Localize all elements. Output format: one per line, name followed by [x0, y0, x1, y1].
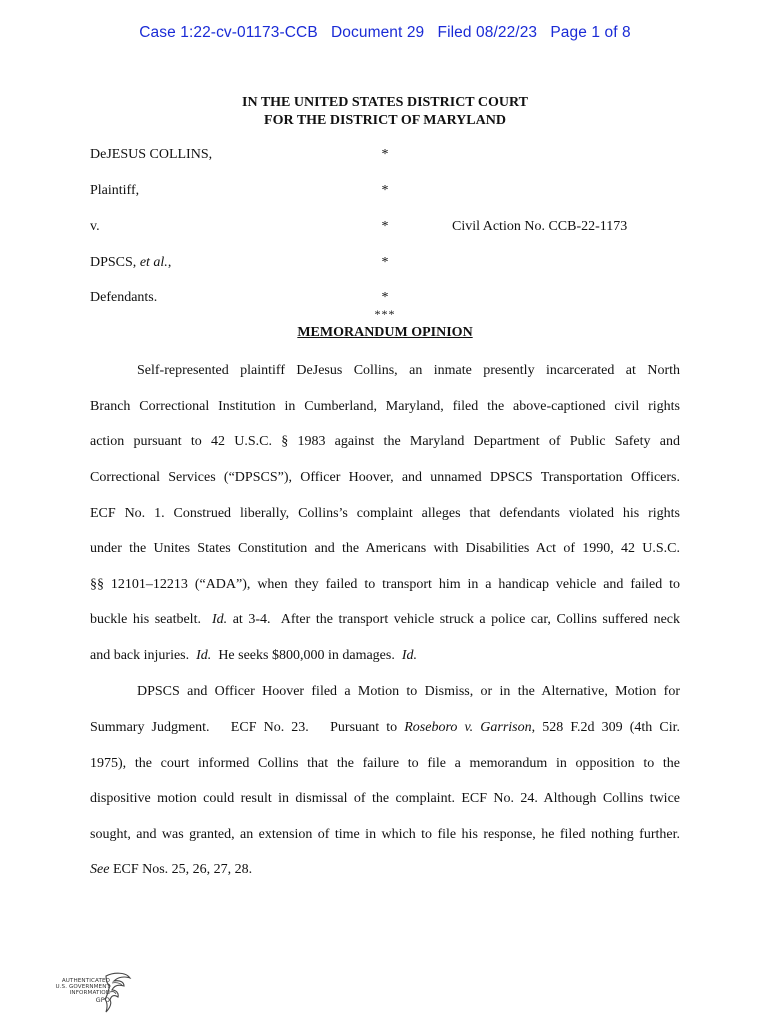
- caption-row-plaintiff-label: [90, 183, 690, 201]
- p1-line5: ECF No. 1. Construed liberally, Collins’s complaint alleges that defendants violated his rights: [90, 506, 680, 521]
- defendant-name-text: DPSCS,: [90, 255, 140, 270]
- defendant-name: [90, 255, 171, 271]
- caption-star: *: [381, 255, 389, 270]
- id-citation: Id.: [401, 648, 418, 663]
- case-header-stamp: Case 1:22-cv-01173-CCB Document 29 Filed 08/22/23 Page 1 of 8: [139, 24, 631, 41]
- court-title-line1: IN THE UNITED STATES DISTRICT COURT: [242, 95, 528, 110]
- see-signal-italic: See: [90, 862, 110, 877]
- defendants-label: Defendants.: [90, 290, 158, 305]
- p2-line1: DPSCS and Officer Hoover filed a Motion to Dismiss, or in the Alternative, Motion for: [137, 684, 680, 699]
- p1-line3: action pursuant to 42 U.S.C. § 1983 against the Maryland Department of Public Safety and: [90, 434, 680, 449]
- court-title: [0, 94, 770, 129]
- id-citation: Id.: [196, 648, 212, 663]
- p2-line6-post: ECF Nos. 25, 26, 27, 28.: [109, 862, 253, 877]
- gpo-authentication-seal: [40, 970, 140, 1018]
- eagle-icon: [102, 970, 134, 1016]
- p1-line9-pre: and back injuries.: [90, 648, 197, 663]
- p2-line2-pre: Summary Judgment. ECF No. 23. Pursuant to: [90, 720, 405, 735]
- caption-star: *: [381, 219, 389, 234]
- p2-line6: [90, 861, 680, 879]
- defendant-name-tail: ,: [167, 255, 172, 270]
- plaintiff-name: DeJESUS COLLINS,: [90, 147, 213, 162]
- caption-separator: ***: [374, 307, 396, 321]
- p1-line8-pre: buckle his seatbelt.: [90, 612, 213, 627]
- memorandum-heading: MEMORANDUM OPINION: [297, 325, 473, 340]
- p1-line8-post: at 3-4. After the transport vehicle struck a police car, Collins suffered neck: [227, 612, 680, 627]
- case-citation-italic: Roseboro v. Garrison: [404, 720, 532, 735]
- caption-row-defendants-label: [90, 290, 690, 308]
- p2-line4: dispositive motion could result in dismissal of the complaint. ECF No. 24. Although Collins twice: [90, 791, 680, 806]
- seal-line1: AUTHENTICATED: [61, 978, 110, 984]
- caption-row-versus: [90, 219, 690, 237]
- caption-row-defendant-name: [90, 255, 690, 273]
- p2-line5: sought, and was granted, an extension of time in which to file his response, he filed nothing further.: [90, 827, 680, 842]
- p1-line6: under the Unites States Constitution and the Americans with Disabilities Act of 1990, 42 U.S.C.: [90, 541, 680, 556]
- et-al-italic: et al.: [139, 255, 168, 270]
- versus-label: v.: [90, 219, 100, 234]
- p1-line1: Self-represented plaintiff DeJesus Collins, an inmate presently incarcerated at North: [137, 363, 680, 378]
- caption-row-plaintiff-name: [90, 147, 690, 165]
- p2-line3: 1975), the court informed Collins that the failure to file a memorandum in opposition to the: [90, 756, 680, 771]
- p1-line9-mid: He seeks $800,000 in damages.: [211, 648, 402, 663]
- seal-line3: INFORMATION: [69, 990, 110, 997]
- court-title-line2: FOR THE DISTRICT OF MARYLAND: [264, 112, 506, 128]
- civil-action-number: Civil Action No. CCB-22-1173: [452, 219, 628, 234]
- p1-line9: [90, 647, 680, 665]
- p2-line2-post: , 528 F.2d 309 (4th Cir.: [531, 720, 680, 735]
- p1-line2: Branch Correctional Institution in Cumberland, Maryland, filed the above-captioned civil rights: [90, 399, 680, 414]
- caption-star: *: [381, 183, 389, 198]
- seal-line4: GPO: [95, 995, 110, 1004]
- p1-line8: [90, 611, 680, 629]
- p1-line4: Correctional Services (“DPSCS”), Officer Hoover, and unnamed DPSCS Transportation Officers.: [90, 470, 680, 485]
- plaintiff-label: Plaintiff,: [90, 183, 140, 198]
- seal-text: [40, 978, 110, 1003]
- p2-line2: [90, 719, 680, 737]
- seal-line2: U.S. GOVERNMENT: [55, 984, 110, 991]
- p1-line7: §§ 12101–12213 (“ADA”), when they failed to transport him in a handicap vehicle and failed to: [90, 577, 680, 592]
- caption-star: *: [381, 147, 389, 162]
- caption-star: *: [381, 290, 389, 305]
- id-citation: Id.: [212, 612, 228, 627]
